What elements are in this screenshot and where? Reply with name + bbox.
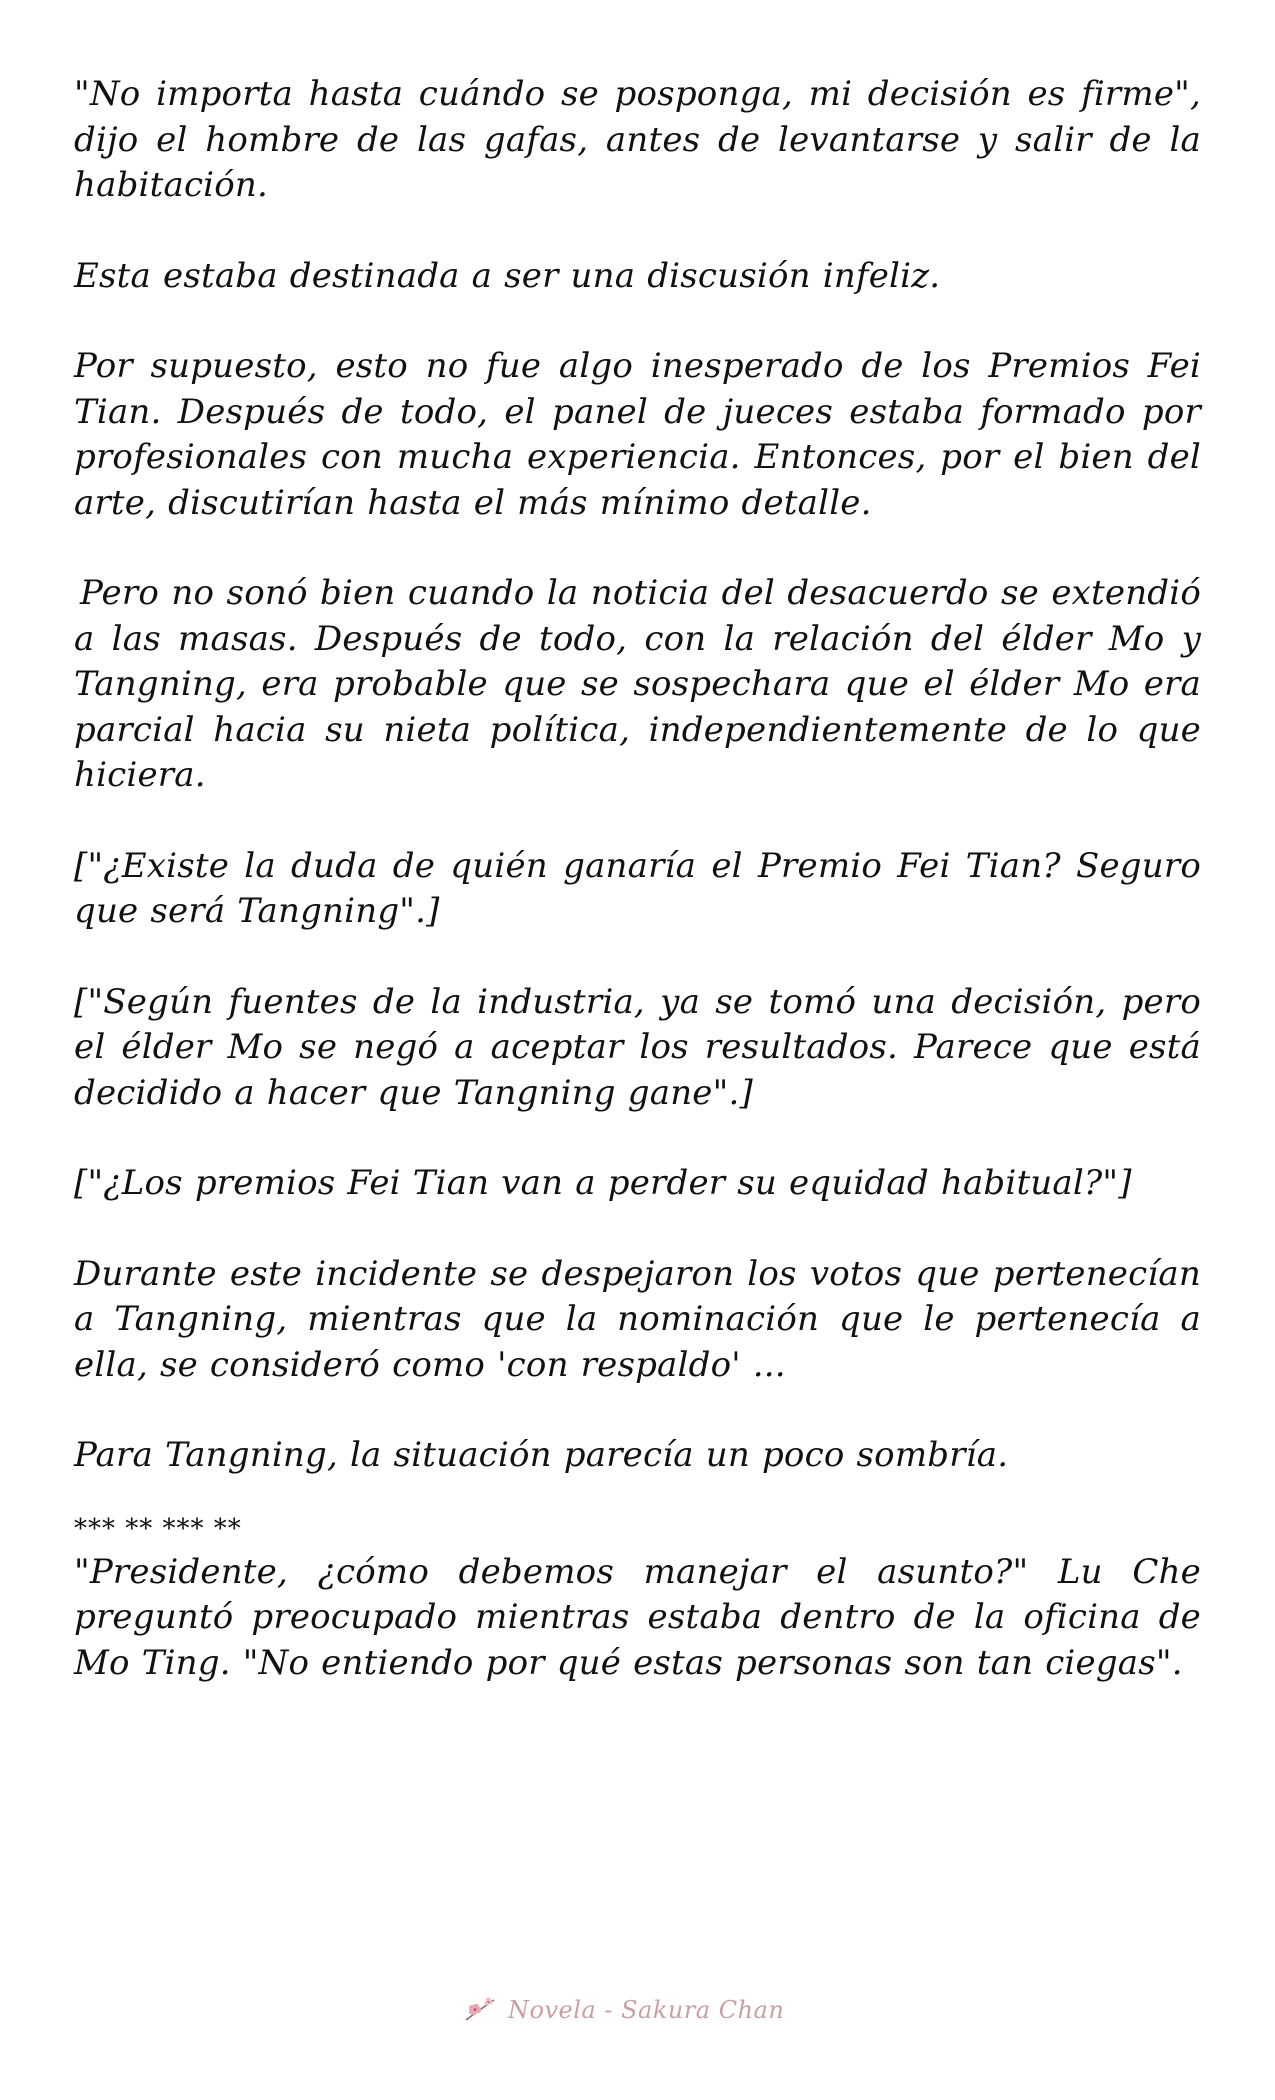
paragraph-3: Por supuesto, esto no fue algo inesperado de los Premios Fei Tian. Después de todo, el panel de jueces estaba formado por profesionales con mucha experiencia. Entonces, por el bien del arte, discutirían hasta el más mínimo detalle.: [74, 346, 1201, 523]
document-body: [74, 72, 1201, 1731]
paragraph-7-quote: ["¿Los premios Fei Tian van a perder su equidad habitual?"]: [74, 1163, 1132, 1203]
paragraph-9: Para Tangning, la situación parecía un poco sombría.: [74, 1435, 1009, 1475]
paragraph-1: "No importa hasta cuándo se posponga, mi decisión es firme", dijo el hombre de las gafas, antes de levantarse y salir de la habitación.: [74, 74, 1201, 205]
cherry-blossom-icon: [460, 1990, 500, 2030]
scene-separator: *** ** *** **: [74, 1513, 242, 1544]
paragraph-8: Durante este incidente se despejaron los votos que pertenecían a Tangning, mientras que la nominación que le pertenecía a ella, se consideró como 'con respaldo' ...: [74, 1253, 1201, 1385]
paragraph-5-quote: ["¿Existe la duda de quién ganaría el Premio Fei Tian? Seguro que será Tangning".]: [74, 845, 1201, 931]
paragraph-6-quote: ["Según fuentes de la industria, ya se tomó una decisión, pero el élder Mo se negó a aceptar los resultados. Parece que está decidido a hacer que Tangning gane".]: [74, 981, 1201, 1113]
paragraph-2: Esta estaba destinada a ser una discusión infeliz.: [74, 255, 941, 296]
watermark-text: Novela - Sakura Chan: [508, 1996, 785, 2024]
paragraph-4: Pero no sonó bien cuando la noticia del desacuerdo se extendió a las masas. Después de todo, con la relación del élder Mo y Tangning, era probable que se sospechara que el élder Mo era parcial hacia su nieta política, independientemente de lo que hiciera.: [74, 573, 1201, 795]
watermark: [460, 1988, 840, 2032]
paragraph-final: "Presidente, ¿cómo debemos manejar el asunto?" Lu Che preguntó preocupado mientras estaba dentro de la oficina de Mo Ting. "No entiendo por qué estas personas son tan ciegas".: [74, 1551, 1201, 1683]
